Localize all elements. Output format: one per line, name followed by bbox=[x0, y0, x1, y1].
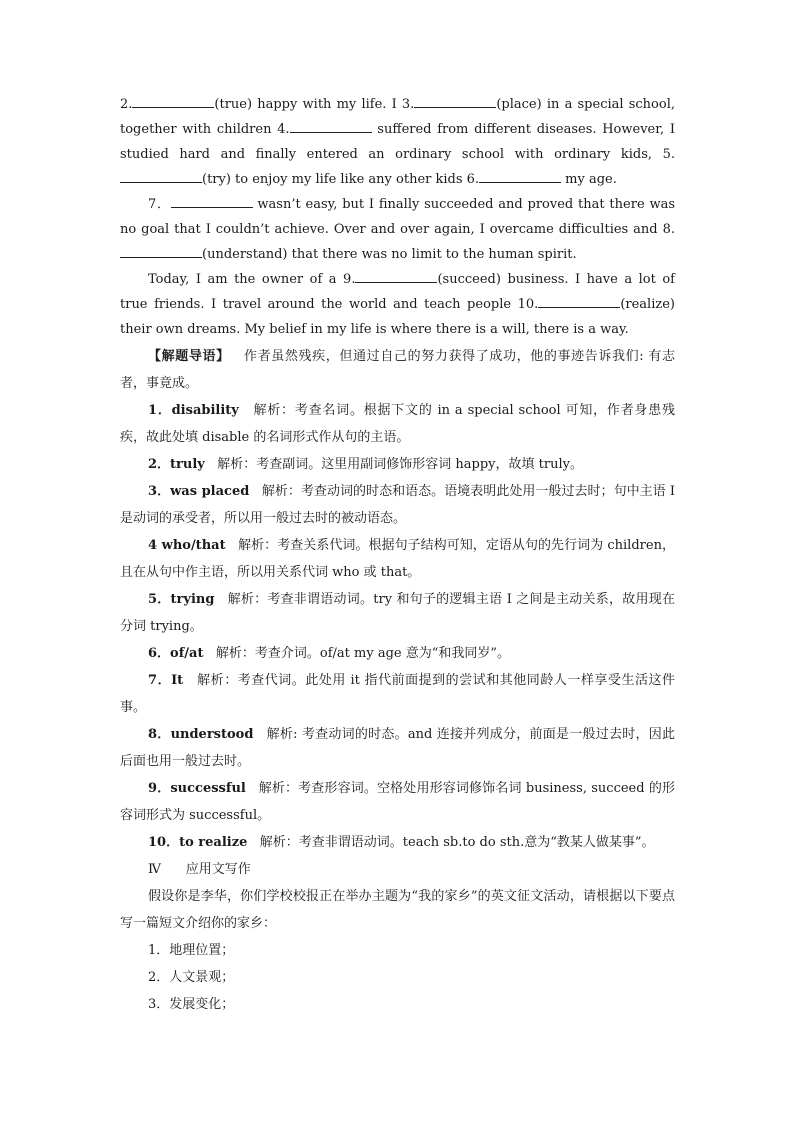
section-title: 应用文写作 bbox=[185, 862, 251, 877]
passage-text: wasn’t easy, but I finally succeeded and proved that there was no goal that I couldn’t achieve. Over and over again, I overcame difficulties and 8. bbox=[120, 197, 675, 237]
prompt-point: 2．人文景观； bbox=[148, 970, 235, 985]
answer-word: It bbox=[171, 673, 184, 688]
blank-5 bbox=[120, 169, 202, 183]
answer-explanation: 解析：考查形容词。空格处用形容词修饰名词 business, succeed 的形容词形式为 successful。 bbox=[120, 781, 675, 823]
answer-word: to realize bbox=[179, 835, 248, 850]
blank-7 bbox=[171, 194, 253, 208]
blank-3 bbox=[414, 94, 496, 108]
answer-item: 3．was placed 解析：考查动词的时态和语态。语境表明此处用一般过去时；句中主语 I 是动词的承受者，所以用一般过去时的被动语态。 bbox=[120, 484, 675, 526]
answer-explanation: 解析：考查动词的时态和语态。语境表明此处用一般过去时；句中主语 I 是动词的承受者，所以用一般过去时的被动语态。 bbox=[120, 484, 675, 526]
guide-label: 【解题导语】 bbox=[148, 349, 230, 364]
answer-explanation: 解析：考查非谓语动词。teach sb.to do sth.意为“教某人做某事”。 bbox=[259, 835, 655, 850]
answer-item: 4 who/that 解析：考查关系代词。根据句子结构可知，定语从句的先行词为 children，且在从句中作主语，所以用关系代词 who 或 that。 bbox=[120, 538, 675, 580]
answer-explanation: 解析：考查关系代词。根据句子结构可知，定语从句的先行词为 children，且在从句中作主语，所以用关系代词 who 或 that。 bbox=[120, 538, 675, 580]
blank-number-7: 7． bbox=[148, 197, 171, 212]
guide-text: 作者虽然残疾，但通过自己的努力获得了成功，他的事迹告诉我们: 有志者，事竟成。 bbox=[120, 349, 675, 391]
answer-word: disability bbox=[171, 403, 239, 418]
passage-paragraph-1 bbox=[120, 92, 675, 192]
answer-item: 8．understood 解析: 考查动词的时态。and 连接并列成分，前面是一般过去时，因此后面也用一般过去时。 bbox=[120, 727, 676, 769]
answer-section bbox=[120, 343, 675, 1018]
writing-prompt: 假设你是李华，你们学校校报正在举办主题为“我的家乡”的英文征文活动，请根据以下要点写一篇短文介绍你的家乡： bbox=[120, 889, 675, 931]
answer-explanation: 解析: 考查动词的时态。and 连接并列成分，前面是一般过去时，因此后面也用一般过去时。 bbox=[120, 727, 676, 769]
passage-text: (try) to enjoy my life like any other kids 6. bbox=[202, 172, 480, 187]
answer-item: 6．of/at 解析：考查介词。of/at my age 意为“和我同岁”。 bbox=[148, 646, 511, 661]
answer-item: 2．truly 解析：考查副词。这里用副词修饰形容词 happy，故填 truly。 bbox=[148, 457, 583, 472]
answer-word: truly bbox=[170, 457, 205, 472]
answer-item: 10．to realize 解析：考查非谓语动词。teach sb.to do sth.意为“教某人做某事”。 bbox=[148, 835, 655, 850]
blank-6 bbox=[479, 169, 561, 183]
answer-item: 9．successful 解析：考查形容词。空格处用形容词修饰名词 business, succeed 的形容词形式为 successful。 bbox=[120, 781, 675, 823]
prompt-point: 1．地理位置； bbox=[148, 943, 235, 958]
answer-explanation: 解析：考查介词。of/at my age 意为“和我同岁”。 bbox=[215, 646, 511, 661]
answer-word: of/at bbox=[170, 646, 204, 661]
passage-paragraph-3 bbox=[120, 267, 675, 342]
passage-text: (understand) that there was no limit to the human spirit. bbox=[202, 247, 577, 262]
answer-item: 5．trying 解析：考查非谓语动词。try 和句子的逻辑主语 I 之间是主动关系，故用现在分词 trying。 bbox=[120, 592, 675, 634]
document-page bbox=[120, 92, 675, 1018]
passage-text: my age. bbox=[561, 172, 617, 187]
blank-8 bbox=[120, 244, 202, 258]
blank-4 bbox=[290, 119, 372, 133]
prompt-point: 3．发展变化； bbox=[148, 997, 235, 1012]
passage-text: suffered from different diseases. However, I studied hard and finally entered an ordinary school with ordinary kids, 5. bbox=[120, 122, 675, 162]
answer-word: successful bbox=[170, 781, 246, 796]
answer-explanation: 解析：考查非谓语动词。try 和句子的逻辑主语 I 之间是主动关系，故用现在分词 trying。 bbox=[120, 592, 675, 634]
blank-10 bbox=[538, 294, 620, 308]
answer-explanation: 解析：考查副词。这里用副词修饰形容词 happy，故填 truly。 bbox=[217, 457, 583, 472]
answer-item: 7．It 解析：考查代词。此处用 it 指代前面提到的尝试和其他同龄人一样享受生活这件事。 bbox=[120, 673, 676, 715]
passage-text: Today, I am the owner of a 9. bbox=[148, 272, 356, 287]
blank-9 bbox=[355, 269, 437, 283]
answer-word: who/that bbox=[161, 538, 226, 553]
answer-word: trying bbox=[170, 592, 215, 607]
blank-2 bbox=[132, 94, 214, 108]
passage-text: (true) happy with my life. I 3. bbox=[214, 97, 415, 112]
answer-explanation: 解析：考查代词。此处用 it 指代前面提到的尝试和其他同龄人一样享受生活这件事。 bbox=[120, 673, 676, 715]
section-heading bbox=[120, 856, 675, 883]
passage-text: (place) in a special school, together with children 4. bbox=[120, 97, 675, 137]
passage-text: (realize) their own dreams. My belief in my life is where there is a will, there is a way. bbox=[120, 297, 675, 337]
answer-word: understood bbox=[170, 727, 254, 742]
section-numeral: Ⅳ bbox=[148, 862, 161, 877]
guide-paragraph bbox=[120, 343, 675, 397]
passage-paragraph-2 bbox=[120, 192, 675, 267]
passage-text: (succeed) business. I have a lot of true friends. I travel around the world and teach people 10. bbox=[120, 272, 675, 312]
blank-number-2: 2. bbox=[120, 97, 133, 112]
answer-explanation: 解析：考查名词。根据下文的 in a special school 可知，作者身患残疾，故此处填 disable 的名词形式作从句的主语。 bbox=[120, 403, 675, 445]
answer-word: was placed bbox=[170, 484, 250, 499]
answer-item: 1．disability 解析：考查名词。根据下文的 in a special school 可知，作者身患残疾，故此处填 disable 的名词形式作从句的主语。 bbox=[120, 403, 675, 445]
